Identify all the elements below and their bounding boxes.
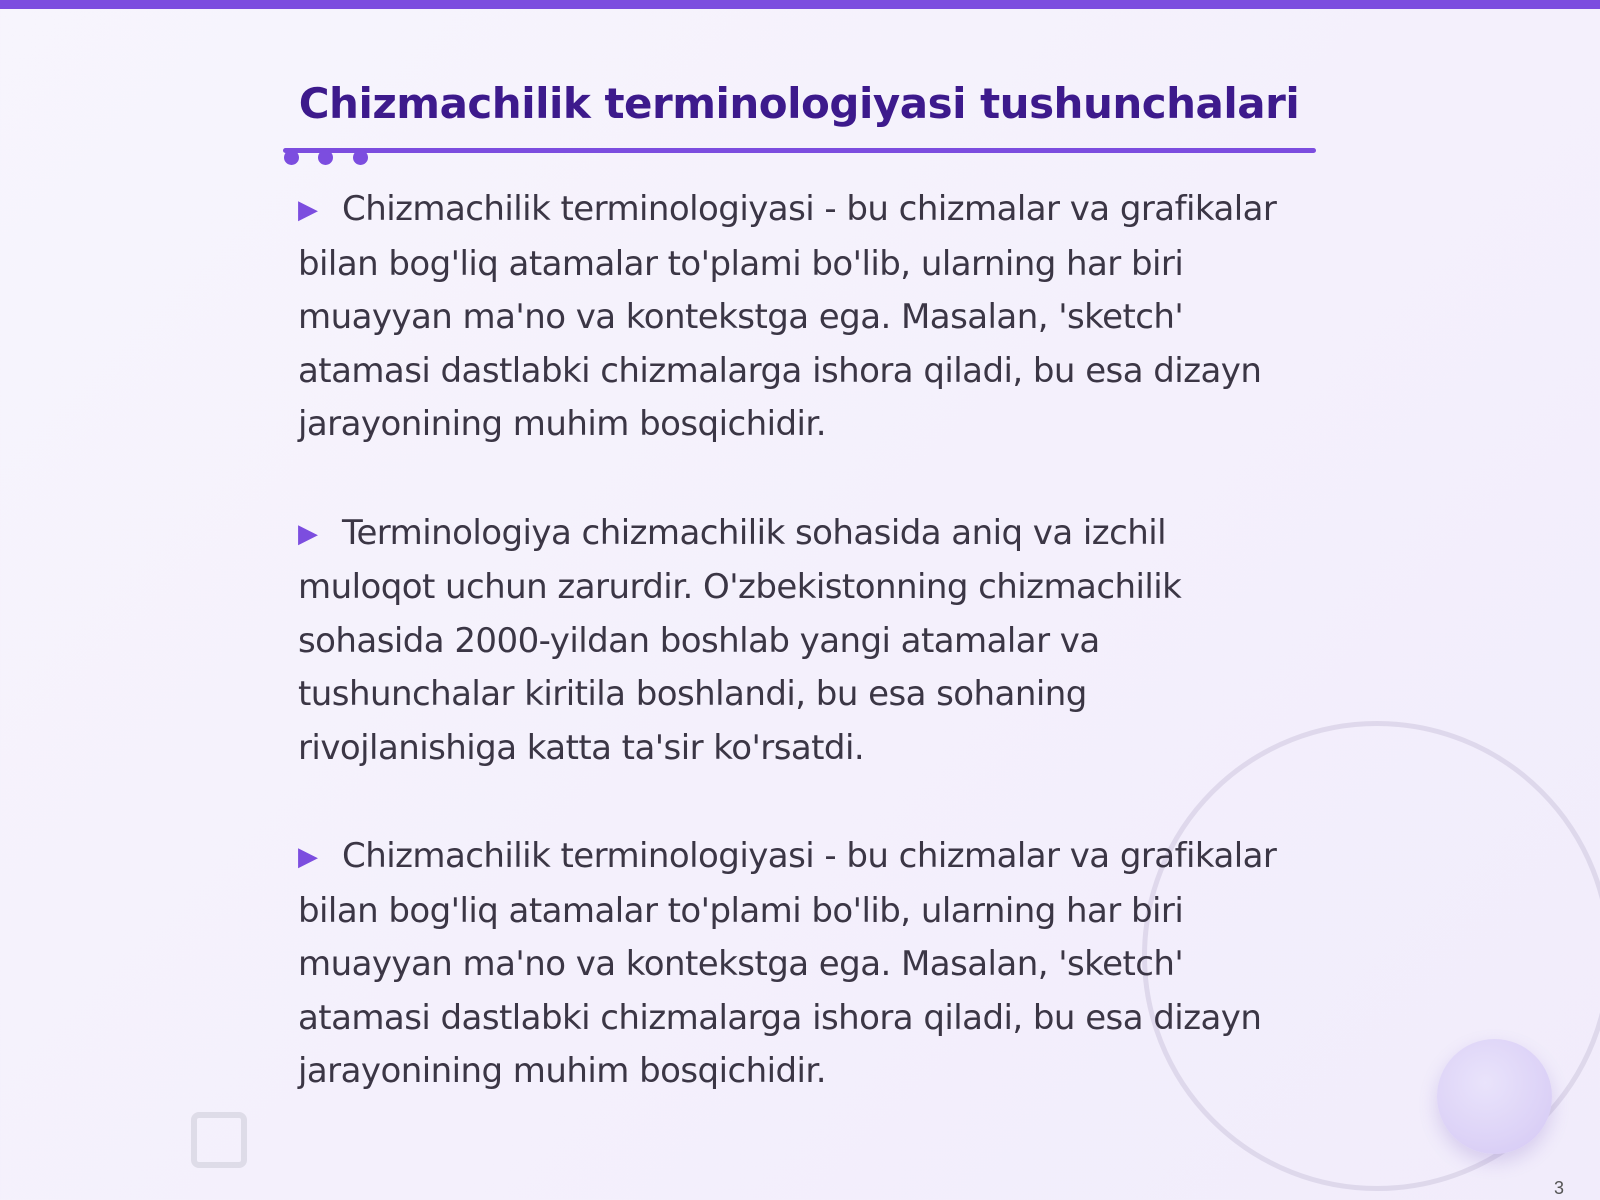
bullet-text: Terminologiya chizmachilik sohasida aniq va izchil muloqot uchun zarurdir. O'zbekistonning chizmachilik sohasida 2000-yildan boshlab yangi atamalar va tushunchalar kiritila boshlandi, bu esa sohaning rivojlanishiga katta ta'sir ko'rsatdi. — [298, 512, 1182, 768]
decorative-bubble — [1437, 1039, 1552, 1154]
decorative-dot — [318, 150, 333, 165]
bullet-item — [298, 507, 1288, 776]
slide-title: Chizmachilik terminologiyasi tushunchalari — [298, 79, 1300, 128]
triangle-bullet-icon: ▶ — [298, 842, 318, 872]
triangle-bullet-icon: ▶ — [298, 518, 318, 549]
bullet-text: Chizmachilik terminologiyasi - bu chizmalar va grafikalar bilan bog'liq atamalar to'plami bo'lib, ularning har biri muayyan ma'no va kontekstga ega. Masalan, 'sketch' atamasi dastlabki chizmalarga ishora qiladi, bu esa dizayn jarayonining muhim bosqichidir. — [298, 189, 1277, 444]
slide-body — [298, 183, 1288, 1154]
bullet-text: Chizmachilik terminologiyasi - bu chizmalar va grafikalar bilan bog'liq atamalar to'plami bo'lib, ularning har biri muayyan ma'no va kontekstga ega. Masalan, 'sketch' atamasi dastlabki chizmalarga ishora qiladi, bu esa dizayn jarayonining muhim bosqichidir. — [298, 836, 1277, 1091]
decorative-dot — [284, 150, 299, 165]
page-number: 3 — [1553, 1178, 1564, 1198]
top-accent-bar — [0, 0, 1600, 9]
triangle-bullet-icon: ▶ — [298, 195, 318, 225]
title-underline — [283, 148, 1316, 153]
decorative-dot — [353, 150, 368, 165]
bullet-item — [298, 830, 1288, 1099]
bullet-item — [298, 183, 1288, 452]
decorative-square — [191, 1112, 247, 1168]
